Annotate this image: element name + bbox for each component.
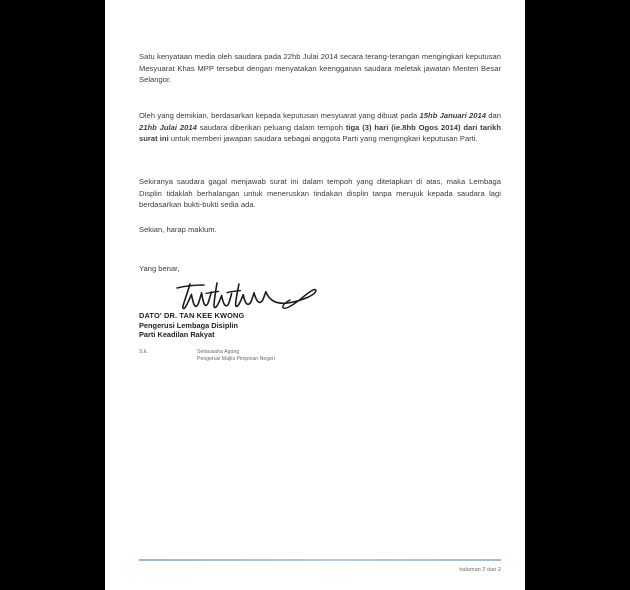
valediction: Yang benar,	[139, 264, 180, 273]
signer-name: DATO' DR. TAN KEE KWONG	[139, 311, 245, 320]
document-page	[105, 0, 525, 590]
paragraph-3-text: Sekiranya saudara gagal menjawab surat ini dalam tempoh yang ditetapkan di atas, maka Lembaga Displin tidaklah berhalangan untuk meneruskan tindakan displin tanpa merujuk kepada saudara lagi berdasarkan bukti-bukti sedia ada.	[139, 177, 501, 210]
handwritten-signature-icon	[173, 279, 323, 315]
paragraph-2-run-1: Oleh yang demikian, berdasarkan kepada keputusan mesyuarat yang dibuat pada	[139, 111, 420, 120]
paragraph-3	[139, 176, 501, 211]
signer-organisation: Parti Keadilan Rakyat	[139, 330, 215, 340]
paragraph-2-date-2: 21hb Julai 2014	[139, 122, 197, 132]
paragraph-2-run-5: saudara diberikan peluang dalam tempoh	[196, 122, 346, 132]
footer-page-indicator: halaman 2 dari 2	[459, 567, 501, 573]
carbon-copy-recipients	[197, 349, 275, 364]
carbon-copy-label: S.k.	[139, 349, 148, 355]
document-text-column	[139, 0, 501, 590]
paragraph-1-text: Satu kenyataan media oleh saudara pada 22hb Julai 2014 secara terang-terangan mengingkari keputusan Mesyuarat Khas MPP tersebut dengan menyatakan keengganan saudara meletak jawatan Menteri Besar Selangor.	[139, 52, 501, 85]
signer-block	[139, 311, 244, 340]
paragraph-2-date-1: 15hb Januari 2014	[419, 111, 486, 120]
footer-divider	[139, 559, 501, 561]
closing-line: Sekian, harap maklum.	[139, 225, 217, 234]
signer-title: Pengerusi Lembaga Disiplin	[139, 320, 238, 330]
carbon-copy-recipient: Pengerusi Majlis Pimpinan Negeri	[197, 356, 275, 363]
paragraph-2-run-7: untuk memberi jawapan saudara sebagai anggota Parti yang mengingkari keputusan Parti.	[168, 134, 478, 144]
paragraph-2-deadline: tiga (3) hari (ie.8hb Ogos 2014) dari tarikh surat ini	[139, 122, 501, 144]
paragraph-1	[139, 51, 501, 86]
carbon-copy-recipient: Setiausaha Agung	[197, 349, 240, 355]
paragraph-2-run-3: dan	[486, 111, 501, 120]
paragraph-2	[139, 110, 501, 145]
